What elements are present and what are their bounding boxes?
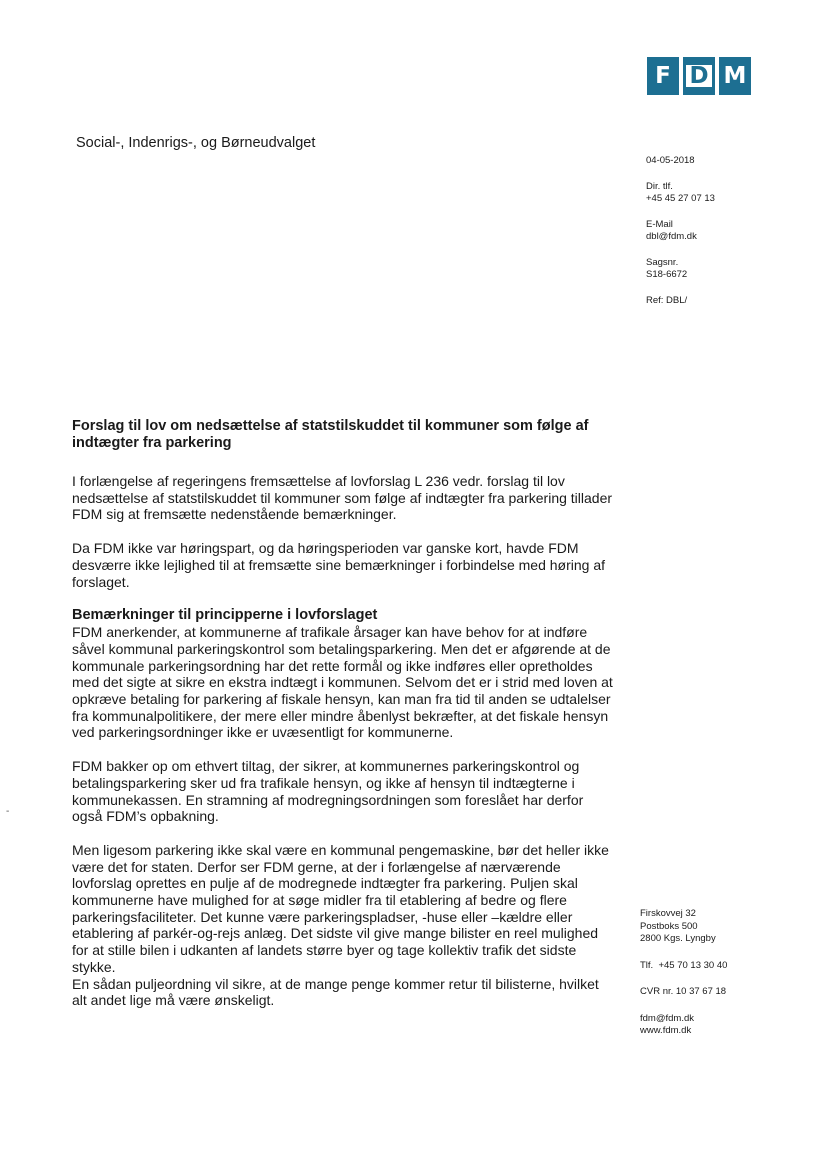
meta-reference: Ref: DBL/ — [646, 294, 688, 306]
intro-paragraph-2: Da FDM ikke var høringspart, og da høringsperioden var ganske kort, havde FDM desværre ikke lejlighed til at fremsætte sine bemærkninger i forbindelse med høring af forslaget. — [72, 540, 606, 590]
logo-tile-f: F — [647, 57, 679, 95]
footer-cvr: CVR nr. 10 37 67 18 — [640, 986, 727, 997]
footer-phone: Tlf. +45 70 13 30 40 — [640, 959, 728, 971]
footer-address: Firskovvej 32 Postboks 500 2800 Kgs. Lyngby — [640, 908, 716, 944]
body-paragraph-3: Men ligesom parkering ikke skal være en kommunal pengemaskine, bør det heller ikke være det for staten. Derfor ser FDM gerne, at der i forlængelse af nærværende lovforslag oprettes en pulje af de modregnede indtægter fra parkering. Puljen skal kommunerne have mulighed for at søge midler fra til etablering af bedre og flere parkeringsfaciliteter. Det kunne være parkeringspladser, -huse eller –kældre eller etablering af parkér-og-rejs anlæg. Det sidste vil give mange bilister en reel mulighed for at stille bilen i udkanten af landets større byer og tage kollektiv trafik det sidste stykke. En sådan puljeordning vil sikre, at de mange penge kommer retur til bilisterne, hvilket alt andet lige må være ønskeligt. — [72, 841, 609, 1009]
body-paragraph-1: FDM anerkender, at kommunerne af trafikale årsager kan have behov for at indføre såvel kommunal parkeringskontrol som betalingsparkering. Men det er afgørende at de kommunale parkeringsordning har det rette formål og ikke indføres eller opretholdes med det sigte at sikre en ekstra indtægt i kommunen. Selvom det er i strid med loven at opkræve betaling for parkering af fiskale hensyn, kan man fra tid til anden se udtalelser fra kommunalpolitikere, der mere eller mindre åbenlyst bekræfter, at det fiskale hensyn ved parkeringsordninger ikke er uvæsentligt for kommunerne. — [72, 624, 613, 741]
recipient: Social-, Indenrigs-, og Børneudvalget — [76, 135, 316, 151]
meta-direct-phone: Dir. tlf. +45 45 27 07 13 — [646, 180, 715, 204]
fdm-logo — [647, 57, 751, 95]
meta-email: E-Mail dbl@fdm.dk — [646, 218, 697, 242]
meta-date: 04-05-2018 — [646, 155, 695, 166]
logo-tile-d: D — [683, 57, 715, 95]
letter-body — [72, 418, 617, 1026]
intro-paragraph-1: I forlængelse af regeringens fremsættelse af lovforslag L 236 vedr. forslag til lov nedsættelse af statstilskuddet til kommuner som følge af indtægter fra parkering tillader FDM sig at fremsætte nedenstående bemærkninger. — [72, 473, 613, 523]
letter-metadata — [646, 155, 816, 320]
meta-case-number: Sagsnr. S18-6672 — [646, 256, 688, 280]
company-footer — [640, 908, 820, 1052]
margin-mark: - — [6, 806, 10, 817]
letter-title: Forslag til lov om nedsættelse af statstilskuddet til kommuner som følge af indtægter fra parkering — [72, 418, 589, 451]
body-paragraph-2: FDM bakker op om ethvert tiltag, der sikrer, at kommunernes parkeringskontrol og betalingsparkering sker ud fra trafikale hensyn, og ikke af hensyn til indtægterne i kommunekassen. En stramning af modregningsordningen som foreslået har derfor også FDM’s opbakning. — [72, 758, 584, 825]
section-heading: Bemærkninger til principperne i lovforslaget — [72, 607, 378, 624]
logo-tile-m: M — [719, 57, 751, 95]
footer-contact: fdm@fdm.dk www.fdm.dk — [640, 1012, 694, 1036]
